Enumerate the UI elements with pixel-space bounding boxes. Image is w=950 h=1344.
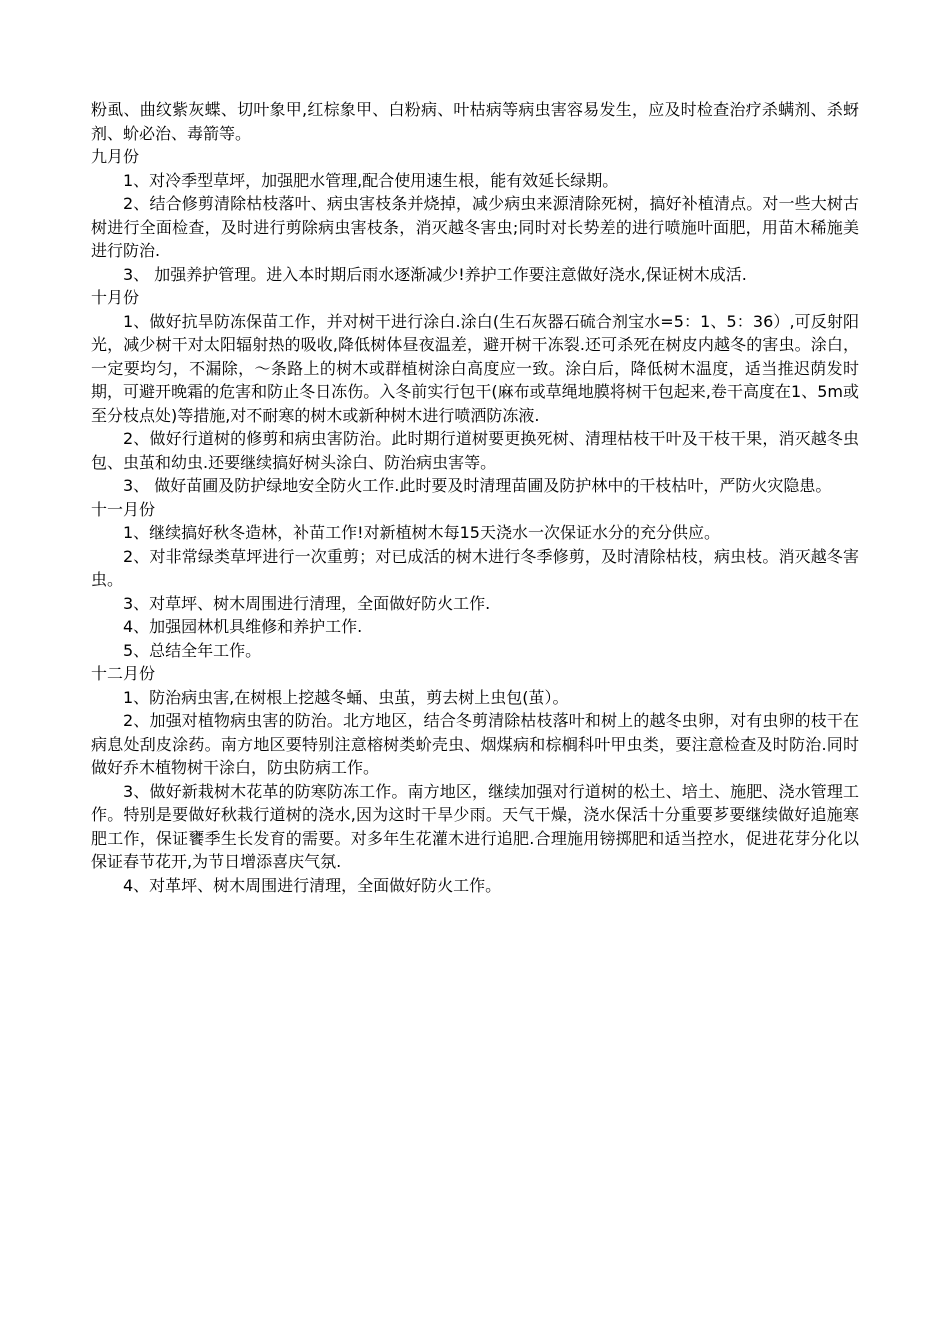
list-item: 1、继续搞好秋冬造林，补苗工作!对新植树木每15天浇水一次保证水分的充分供应。 xyxy=(123,523,720,542)
list-item: 3、对草坪、树木周围进行清理，全面做好防火工作. xyxy=(123,593,491,613)
list-item: 3、做好新栽树木花革的防寒防冻工作。南方地区，继续加强对行道树的松土、培土、施肥、浇水管理工作。特别是要做好秋栽行道树的浇水,因为这时干旱少雨。天气干燥，浇水保活十分重要芗要继续做好追施寒肥工作，保证饔季生长发育的需要。对多年生花灌木进行追肥.合理施用镑掷肥和适当控水，促进花芽分化以保证春节花开,为节日增添喜庆气氛. xyxy=(91,781,859,871)
section-december xyxy=(91,662,859,897)
section-november xyxy=(91,498,859,663)
document-page xyxy=(91,98,859,897)
list-item: 2、对非常绿类草坪进行一次重剪；对已成活的树木进行冬季修剪，及时清除枯枝，病虫枝。消灭越冬害虫。 xyxy=(91,546,859,589)
list-item: 5、总结全年工作。 xyxy=(123,640,262,660)
list-item: 1、做好抗旱防冻保苗工作，并对树干进行涂白.涂白(生石灰器石硫合剂宝水=5：1、5：36）,可反射阳光，减少树干对太阳辐射热的吸收,降低树体昼夜温差，避开树干冻裂.还可杀死在树皮内越冬的害虫。涂白，一定要均匀，不漏除，～条路上的树木或群植树涂白高度应一致。涂白后，降低树木温度，适当推迟荫发时期，可避开晚霜的危害和防止冬日冻伤。入冬前实行包干(麻布或草绳地膜将树干包起来,卷干高度在1、5m或至分枝点处)等措施,对不耐寒的树木或新种树木进行喷洒防冻液. xyxy=(91,311,859,425)
month-heading: 九月份 xyxy=(91,147,140,166)
month-heading: 十月份 xyxy=(91,288,140,307)
list-item: 4、对革坪、树木周围进行清理，全面做好防火工作。 xyxy=(123,875,502,895)
list-item: 2、加强对植物病虫害的防治。北方地区，结合冬剪清除枯枝落叶和树上的越冬虫卵，对有虫卵的枝干在病息处刮皮涂药。南方地区要特别注意榕树类蚧壳虫、烟煤病和棕榈科叶甲虫类，要注意检查及时防治.同时做好乔木植物树干涂白，防虫防病工作。 xyxy=(91,711,859,777)
lead-paragraph: 粉虱、曲纹紫灰蝶、切叶象甲,红棕象甲、白粉病、叶枯病等病虫害容易发生，应及时检查治疗杀螨剂、杀蚜剂、蚧必治、毒箭等。 xyxy=(91,100,859,143)
list-item: 3、 加强养护管理。进入本时期后雨水逐渐减少!养护工作要注意做好浇水,保证树木成活. xyxy=(123,264,747,284)
list-item: 3、 做好苗圃及防护绿地安全防火工作.此时要及时清理苗圃及防护林中的干枝枯叶，严防火灾隐患。 xyxy=(123,476,832,495)
section-september xyxy=(91,145,859,286)
month-heading: 十二月份 xyxy=(91,664,156,683)
list-item: 1、对冷季型草坪，加强肥水管理,配合使用速生根，能有效延长绿期。 xyxy=(123,170,619,190)
list-item: 2、做好行道树的修剪和病虫害防治。此时期行道树要更换死树、清理枯枝干叶及干枝干果，消灭越冬虫包、虫茧和幼虫.还要继续搞好树头涂白、防治病虫害等。 xyxy=(91,429,859,472)
list-item: 2、结合修剪清除枯枝落叶、病虫害枝条并烧掉，减少病虫来源清除死树，搞好补植清点。对一些大树古树进行全面检查，及时进行剪除病虫害枝条，消灭越冬害虫;同时对长势差的进行喷施叶面肥，用苗木稀施美进行防治. xyxy=(91,194,859,260)
month-heading: 十一月份 xyxy=(91,499,156,519)
list-item: 4、加强园林机具维修和养护工作. xyxy=(123,617,363,636)
section-october xyxy=(91,286,859,498)
list-item: 1、防治病虫害,在树根上挖越冬蛹、虫茧，剪去树上虫包(茧）。 xyxy=(123,687,569,707)
